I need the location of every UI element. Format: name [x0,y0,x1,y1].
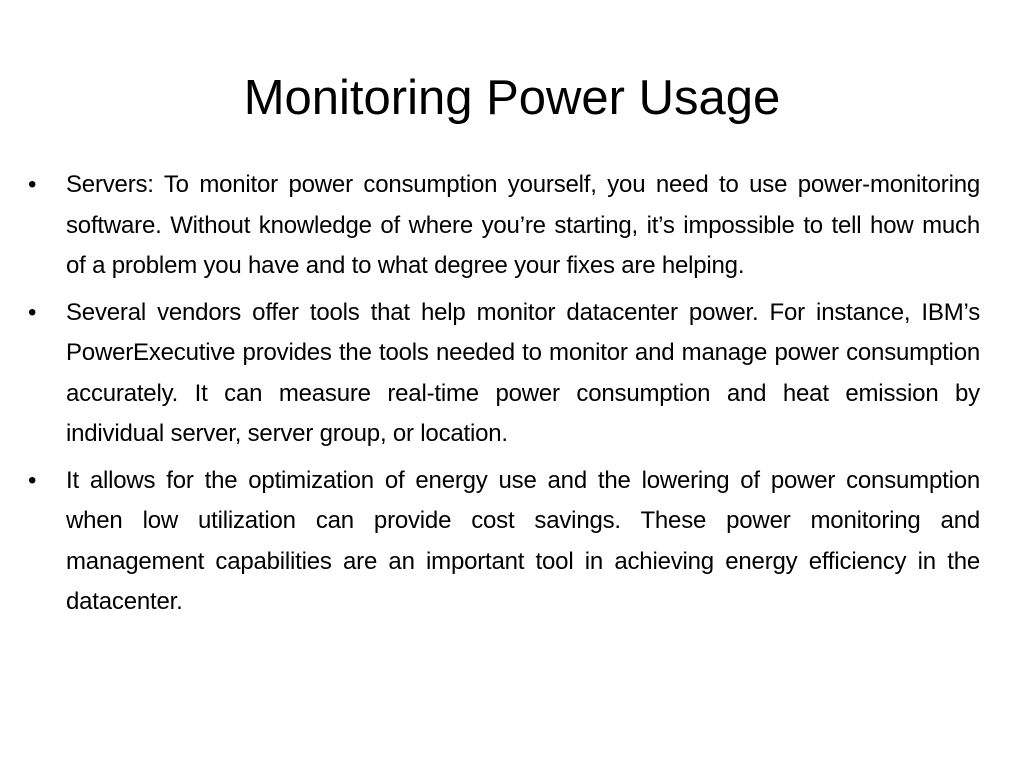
bullet-point-icon: • [28,466,37,494]
bullet-item [28,461,980,623]
bullet-list [28,165,980,629]
bullet-point-icon: • [28,171,37,198]
bullet-text: Several vendors offer tools that help monitor datacenter power. For instance, IBM’s PowerExecutive provides the tools needed to monitor and manage power consumption accurately. It can measure real-time power consumption and heat emission by individual server, server group, or location. [66,298,980,447]
bullet-text: It allows for the optimization of energy use and the lowering of power consumption when low utilization can provide cost savings. These power monitoring and management capabilities are an important tool in achieving energy efficiency in the datacenter. [66,466,980,615]
bullet-point-icon: • [28,298,37,326]
bullet-item [28,293,980,455]
bullet-text: Servers: To monitor power consumption yourself, you need to use power-monitoring software. Without knowledge of where you’re starting, it’s impossible to tell how much of a problem you have and to what degree your fixes are helping. [66,171,980,279]
slide-title: Monitoring Power Usage [243,71,781,125]
bullet-item [28,165,980,287]
